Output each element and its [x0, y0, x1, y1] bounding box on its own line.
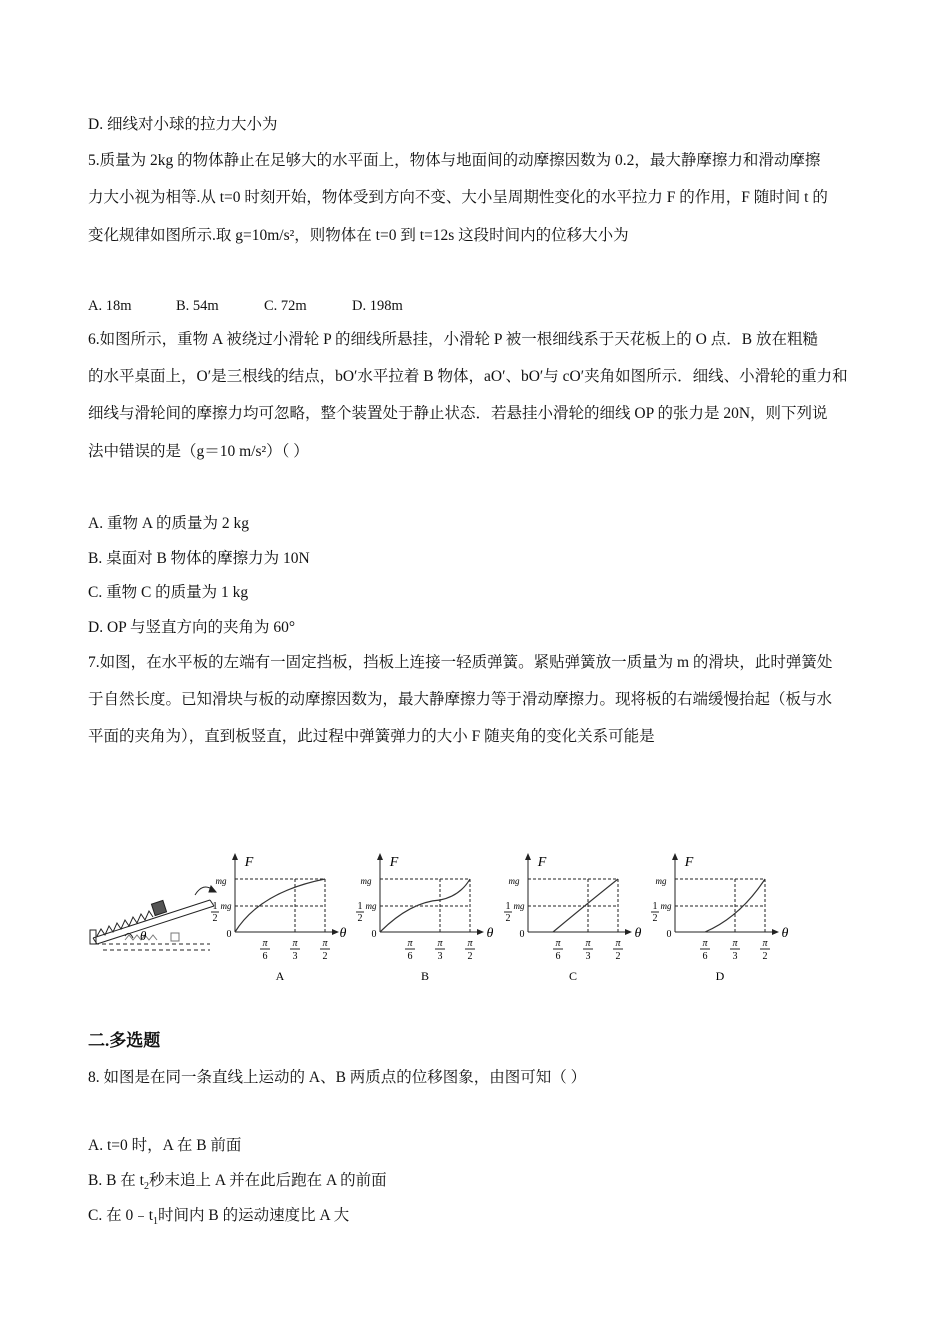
- q5-option-c: C. 72m: [264, 298, 307, 314]
- pi-den-tick: 6: [262, 951, 268, 962]
- half-num: 1: [652, 901, 658, 912]
- graph-b: [356, 853, 494, 983]
- half-num: 1: [357, 901, 363, 912]
- half-mg-tick: mg: [365, 901, 377, 911]
- graph-d: [651, 853, 789, 983]
- half-den: 2: [212, 913, 218, 924]
- q6-stem-line-3: 细线与滑轮间的摩擦力均可忽略，整个装置处于静止状态．若悬挂小滑轮的细线 OP 的张力是 20N，则下列说: [88, 405, 828, 422]
- pi-tick: π: [322, 938, 328, 949]
- graph-label: A: [275, 969, 285, 983]
- theta-axis-label: θ: [781, 926, 789, 941]
- theta-axis-label: θ: [486, 926, 494, 941]
- mg-tick: mg: [215, 876, 227, 886]
- pi-tick: π: [467, 938, 473, 949]
- q4-option-d: D. 细线对小球的拉力大小为: [88, 116, 278, 133]
- q7-stem-line-3: 平面的夹角为），直到板竖直，此过程中弹簧弹力的大小 F 随夹角的变化关系可能是: [88, 728, 655, 745]
- pi-den-tick: 6: [555, 951, 561, 962]
- q5-stem-line-3: 变化规律如图所示.取 g=10m/s²，则物体在 t=0 到 t=12s 这段时间内的位移大小为: [88, 227, 629, 244]
- q6-option-c: C. 重物 C 的质量为 1 kg: [88, 584, 249, 601]
- q5-option-b: B. 54m: [176, 298, 219, 314]
- x-axis-arrow: [625, 929, 632, 935]
- pi-tick: π: [262, 938, 268, 949]
- pi-den-tick: 6: [407, 951, 413, 962]
- q5-option-a: A. 18m: [88, 298, 132, 314]
- q5-stem-line-1: 5.质量为 2kg 的物体静止在足够大的水平面上，物体与地面间的动摩擦因数为 0.2，最大静摩擦力和滑动摩擦: [88, 152, 821, 169]
- q6-stem-line-1: 6.如图所示，重物 A 被绕过小滑轮 P 的细线所悬挂，小滑轮 P 被一根细线系于天花板上的 O 点．B 放在粗糙: [88, 331, 818, 348]
- y-axis-arrow: [377, 853, 383, 860]
- section-2-title: 二.多选题: [88, 1031, 161, 1050]
- pi-tick: π: [732, 938, 738, 949]
- origin-label: 0: [519, 929, 525, 940]
- x-axis-arrow: [332, 929, 339, 935]
- origin-label: 0: [226, 929, 232, 940]
- f-axis-label: F: [684, 855, 694, 870]
- x-axis-arrow: [477, 929, 484, 935]
- q8-option-c: C. 在 $0﹣t_1$时间内 B 的运动速度比 A 大: [88, 1207, 350, 1228]
- graph-c: [504, 853, 642, 983]
- f-axis-label: F: [389, 855, 399, 870]
- q5-stem-line-2: 力大小视为相等.从 t=0 时刻开始，物体受到方向不变、大小呈周期性变化的水平拉力 F 的作用，F 随时间 t 的: [88, 189, 828, 206]
- q5-options: [88, 296, 403, 316]
- pi-den-tick: 2: [615, 951, 621, 962]
- mg-tick: mg: [655, 876, 667, 886]
- pi-den-tick: 2: [762, 951, 768, 962]
- q6-option-a: A. 重物 A 的质量为 2 kg: [88, 515, 250, 532]
- half-den: 2: [357, 913, 363, 924]
- half-num: 1: [505, 901, 511, 912]
- pi-den-tick: 3: [585, 951, 591, 962]
- pi-tick: π: [585, 938, 591, 949]
- q8-stem: 8. 如图是在同一条直线上运动的 A、B 两质点的位移图象，由图可知（ ）: [88, 1069, 587, 1086]
- q8-option-b: B. B 在 $t_2$秒末追上 A 并在此后跑在 A 的前面: [88, 1172, 387, 1193]
- apparatus-theta: θ: [140, 928, 147, 943]
- pi-tick: π: [407, 938, 413, 949]
- graphs-group: [211, 853, 789, 983]
- graph-label: D: [715, 969, 725, 983]
- graph-a: [211, 853, 347, 983]
- pi-tick: π: [555, 938, 561, 949]
- q7-figure: [85, 840, 805, 985]
- pi-den-tick: 3: [437, 951, 443, 962]
- half-mg-tick: mg: [660, 901, 672, 911]
- pi-tick: π: [702, 938, 708, 949]
- theta-axis-label: θ: [634, 926, 642, 941]
- y-axis-arrow: [672, 853, 678, 860]
- y-axis-arrow: [525, 853, 531, 860]
- half-num: 1: [212, 901, 218, 912]
- q7-stem-line-1: 7.如图，在水平板的左端有一固定挡板，挡板上连接一轻质弹簧。紧贴弹簧放一质量为 m 的滑块，此时弹簧处: [88, 654, 833, 671]
- pi-den-tick: 2: [322, 951, 328, 962]
- q6-option-d: D. OP 与竖直方向的夹角为 60°: [88, 619, 296, 636]
- q7-stem-line-2: 于自然长度。已知滑块与板的动摩擦因数为，最大静摩擦力等于滑动摩擦力。现将板的右端缓慢抬起（板与水: [88, 691, 833, 708]
- incline-apparatus: [90, 886, 216, 950]
- q6-option-b: B. 桌面对 B 物体的摩擦力为 10N: [88, 550, 310, 567]
- pi-den-tick: 6: [702, 951, 708, 962]
- y-axis-arrow: [232, 853, 238, 860]
- q6-stem-line-2: 的水平桌面上，O′是三根线的结点，bO′水平拉着 B 物体，aO′、bO′与 cO′夹角如图所示．细线、小滑轮的重力和: [88, 368, 848, 385]
- f-axis-label: F: [244, 855, 254, 870]
- x-axis-arrow: [772, 929, 779, 935]
- graph-label: C: [568, 969, 578, 983]
- pi-tick: π: [762, 938, 768, 949]
- q5-option-d: D. 198m: [352, 298, 403, 314]
- graph-label: B: [420, 969, 430, 983]
- mg-tick: mg: [360, 876, 372, 886]
- theta-axis-label: θ: [339, 926, 347, 941]
- q8-option-a: A. t=0 时，A 在 B 前面: [88, 1137, 242, 1154]
- mg-tick: mg: [508, 876, 520, 886]
- half-den: 2: [652, 913, 658, 924]
- q6-stem-line-4: 法中错误的是（g＝10 m/s²）（ ）: [88, 443, 309, 460]
- half-den: 2: [505, 913, 511, 924]
- slider-block: [151, 900, 166, 915]
- pi-den-tick: 3: [732, 951, 738, 962]
- f-axis-label: F: [537, 855, 547, 870]
- pi-tick: π: [615, 938, 621, 949]
- pi-tick: π: [437, 938, 443, 949]
- pi-tick: π: [292, 938, 298, 949]
- origin-label: 0: [371, 929, 377, 940]
- origin-label: 0: [666, 929, 672, 940]
- half-mg-tick: mg: [513, 901, 525, 911]
- pi-den-tick: 2: [467, 951, 473, 962]
- pi-den-tick: 3: [292, 951, 298, 962]
- half-mg-tick: mg: [220, 901, 232, 911]
